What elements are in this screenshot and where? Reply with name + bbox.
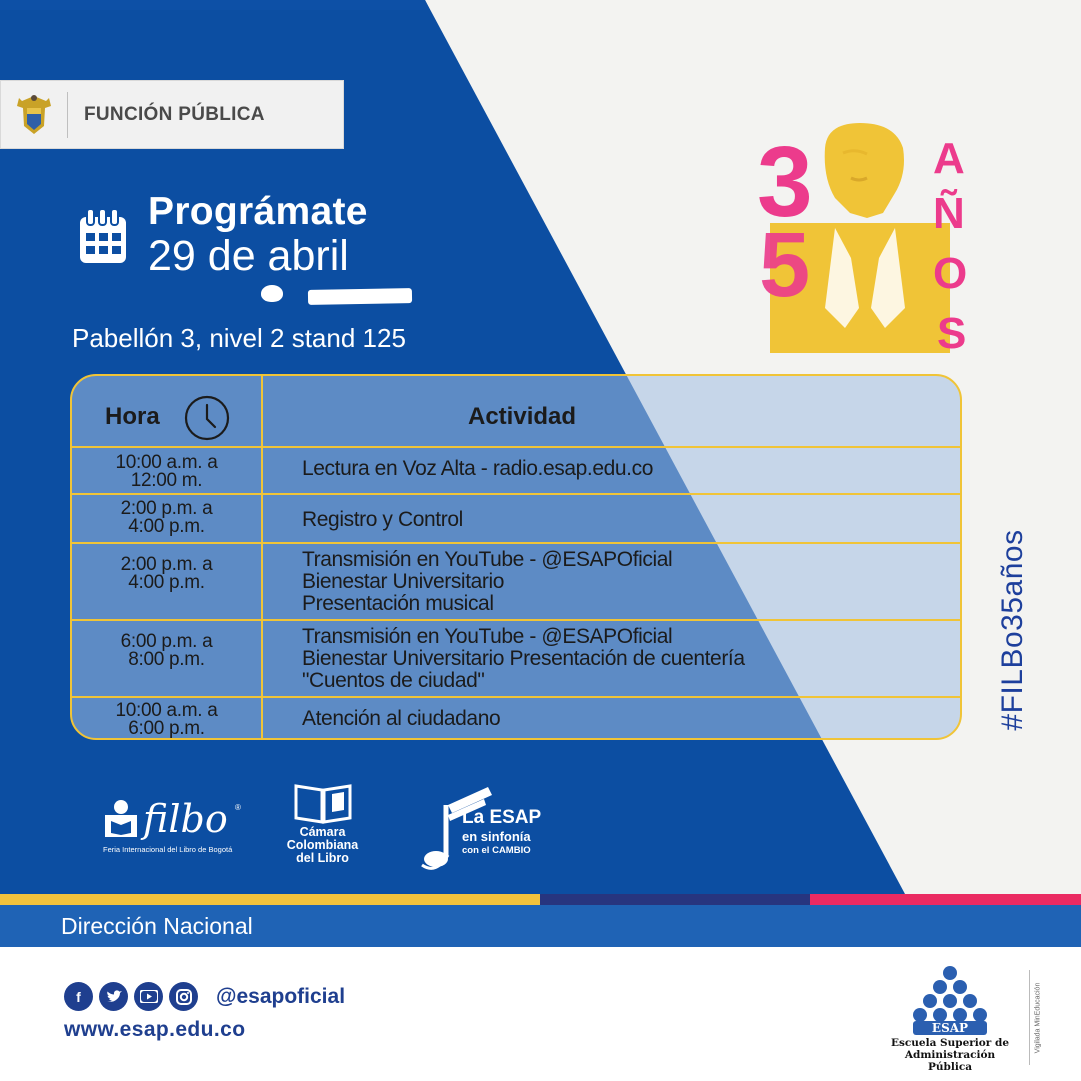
government-name: FUNCIÓN PÚBLICA (84, 103, 265, 125)
stripe-navy (540, 894, 810, 905)
table-row-divider (72, 542, 960, 544)
esap-dots-icon (905, 965, 995, 1037)
decorative-dot (261, 285, 283, 302)
schedule-table (70, 374, 962, 740)
table-row-divider (72, 619, 960, 621)
clock-icon (183, 394, 231, 442)
sinfonia-line-1: La ESAP (462, 807, 542, 828)
camara-text: Cámara Colombiana del Libro (286, 825, 359, 865)
table-cell-time: 10:00 a.m. a 6:00 p.m. (115, 700, 218, 739)
table-cell-time: 6:00 p.m. a 8:00 p.m. (120, 631, 213, 670)
table-cell-activity: Lectura en Voz Alta - radio.esap.edu.co (302, 457, 653, 480)
hashtag: #FILBo35años (996, 529, 1029, 731)
svg-text:Ñ: Ñ (933, 189, 965, 238)
facebook-icon[interactable]: f (64, 982, 93, 1011)
table-column-separator (261, 376, 263, 738)
svg-text:O: O (933, 249, 968, 298)
esap-logo (885, 965, 1015, 1075)
social-handle[interactable]: @esapoficial (216, 985, 346, 1008)
calendar-icon (78, 207, 128, 267)
open-book-icon (292, 780, 354, 824)
esap-sinfonia-logo (418, 785, 558, 870)
filbo-logo (103, 797, 253, 857)
table-cell-activity: Transmisión en YouTube - @ESAPOficial Bienestar Universitario Presentación de cuentería "Cuentos de ciudad" (302, 625, 745, 692)
direction-band (0, 905, 1081, 947)
filbo-reader-icon (103, 799, 139, 839)
35-anos-artwork (755, 118, 970, 358)
table-cell-time: 10:00 a.m. a 12:00 m. (115, 452, 218, 491)
esap-name: Escuela Superior de Administración Pública (890, 1037, 1010, 1073)
table-cell-activity: Transmisión en YouTube - @ESAPOficial Bienestar Universitario Presentación musical (302, 548, 673, 615)
event-date: 29 de abril (148, 232, 349, 280)
colombia-crest-icon (1, 80, 67, 149)
table-row-divider (72, 696, 960, 698)
camara-colombiana-logo (270, 780, 375, 875)
twitter-icon[interactable] (99, 982, 128, 1011)
page-title: Prográmate (148, 190, 368, 233)
header-actividad: Actividad (468, 403, 577, 430)
sinfonia-line-2: en sinfonía (462, 829, 531, 844)
filbo-wordmark: filbo (143, 797, 228, 841)
table-cell-time: 2:00 p.m. a 4:00 p.m. (120, 498, 213, 537)
badge-separator (67, 92, 68, 138)
direction-label: Dirección Nacional (61, 913, 253, 939)
table-row-divider (72, 446, 960, 448)
svg-text:5: 5 (759, 214, 811, 316)
vigilada-divider (1029, 970, 1030, 1065)
decorative-bar (308, 288, 412, 305)
vigilada-label: Vigilada MinEducación (1034, 982, 1042, 1054)
header-hora: Hora (105, 403, 160, 430)
government-badge (0, 80, 344, 149)
svg-text:S: S (937, 309, 967, 358)
table-row-divider (72, 493, 960, 495)
stripe-yellow (0, 894, 540, 905)
event-location: Pabellón 3, nivel 2 stand 125 (72, 323, 406, 353)
svg-text:A: A (933, 134, 965, 183)
stripe-pink (810, 894, 1081, 905)
svg-text:ESAP: ESAP (931, 1021, 969, 1035)
table-cell-activity: Registro y Control (302, 508, 463, 531)
table-cell-time: 2:00 p.m. a 4:00 p.m. (120, 554, 213, 593)
youtube-icon[interactable] (134, 982, 163, 1011)
registered-mark: ® (235, 803, 241, 812)
table-cell-activity: Atención al ciudadano (302, 707, 501, 730)
instagram-icon[interactable] (169, 982, 198, 1011)
social-icons (64, 982, 198, 1011)
sinfonia-line-3: con el CAMBIO (462, 845, 531, 856)
website-link[interactable]: www.esap.edu.co (64, 1018, 246, 1041)
svg-text:3: 3 (757, 126, 813, 238)
filbo-subtitle: Feria Internacional del Libro de Bogotá (103, 845, 233, 854)
